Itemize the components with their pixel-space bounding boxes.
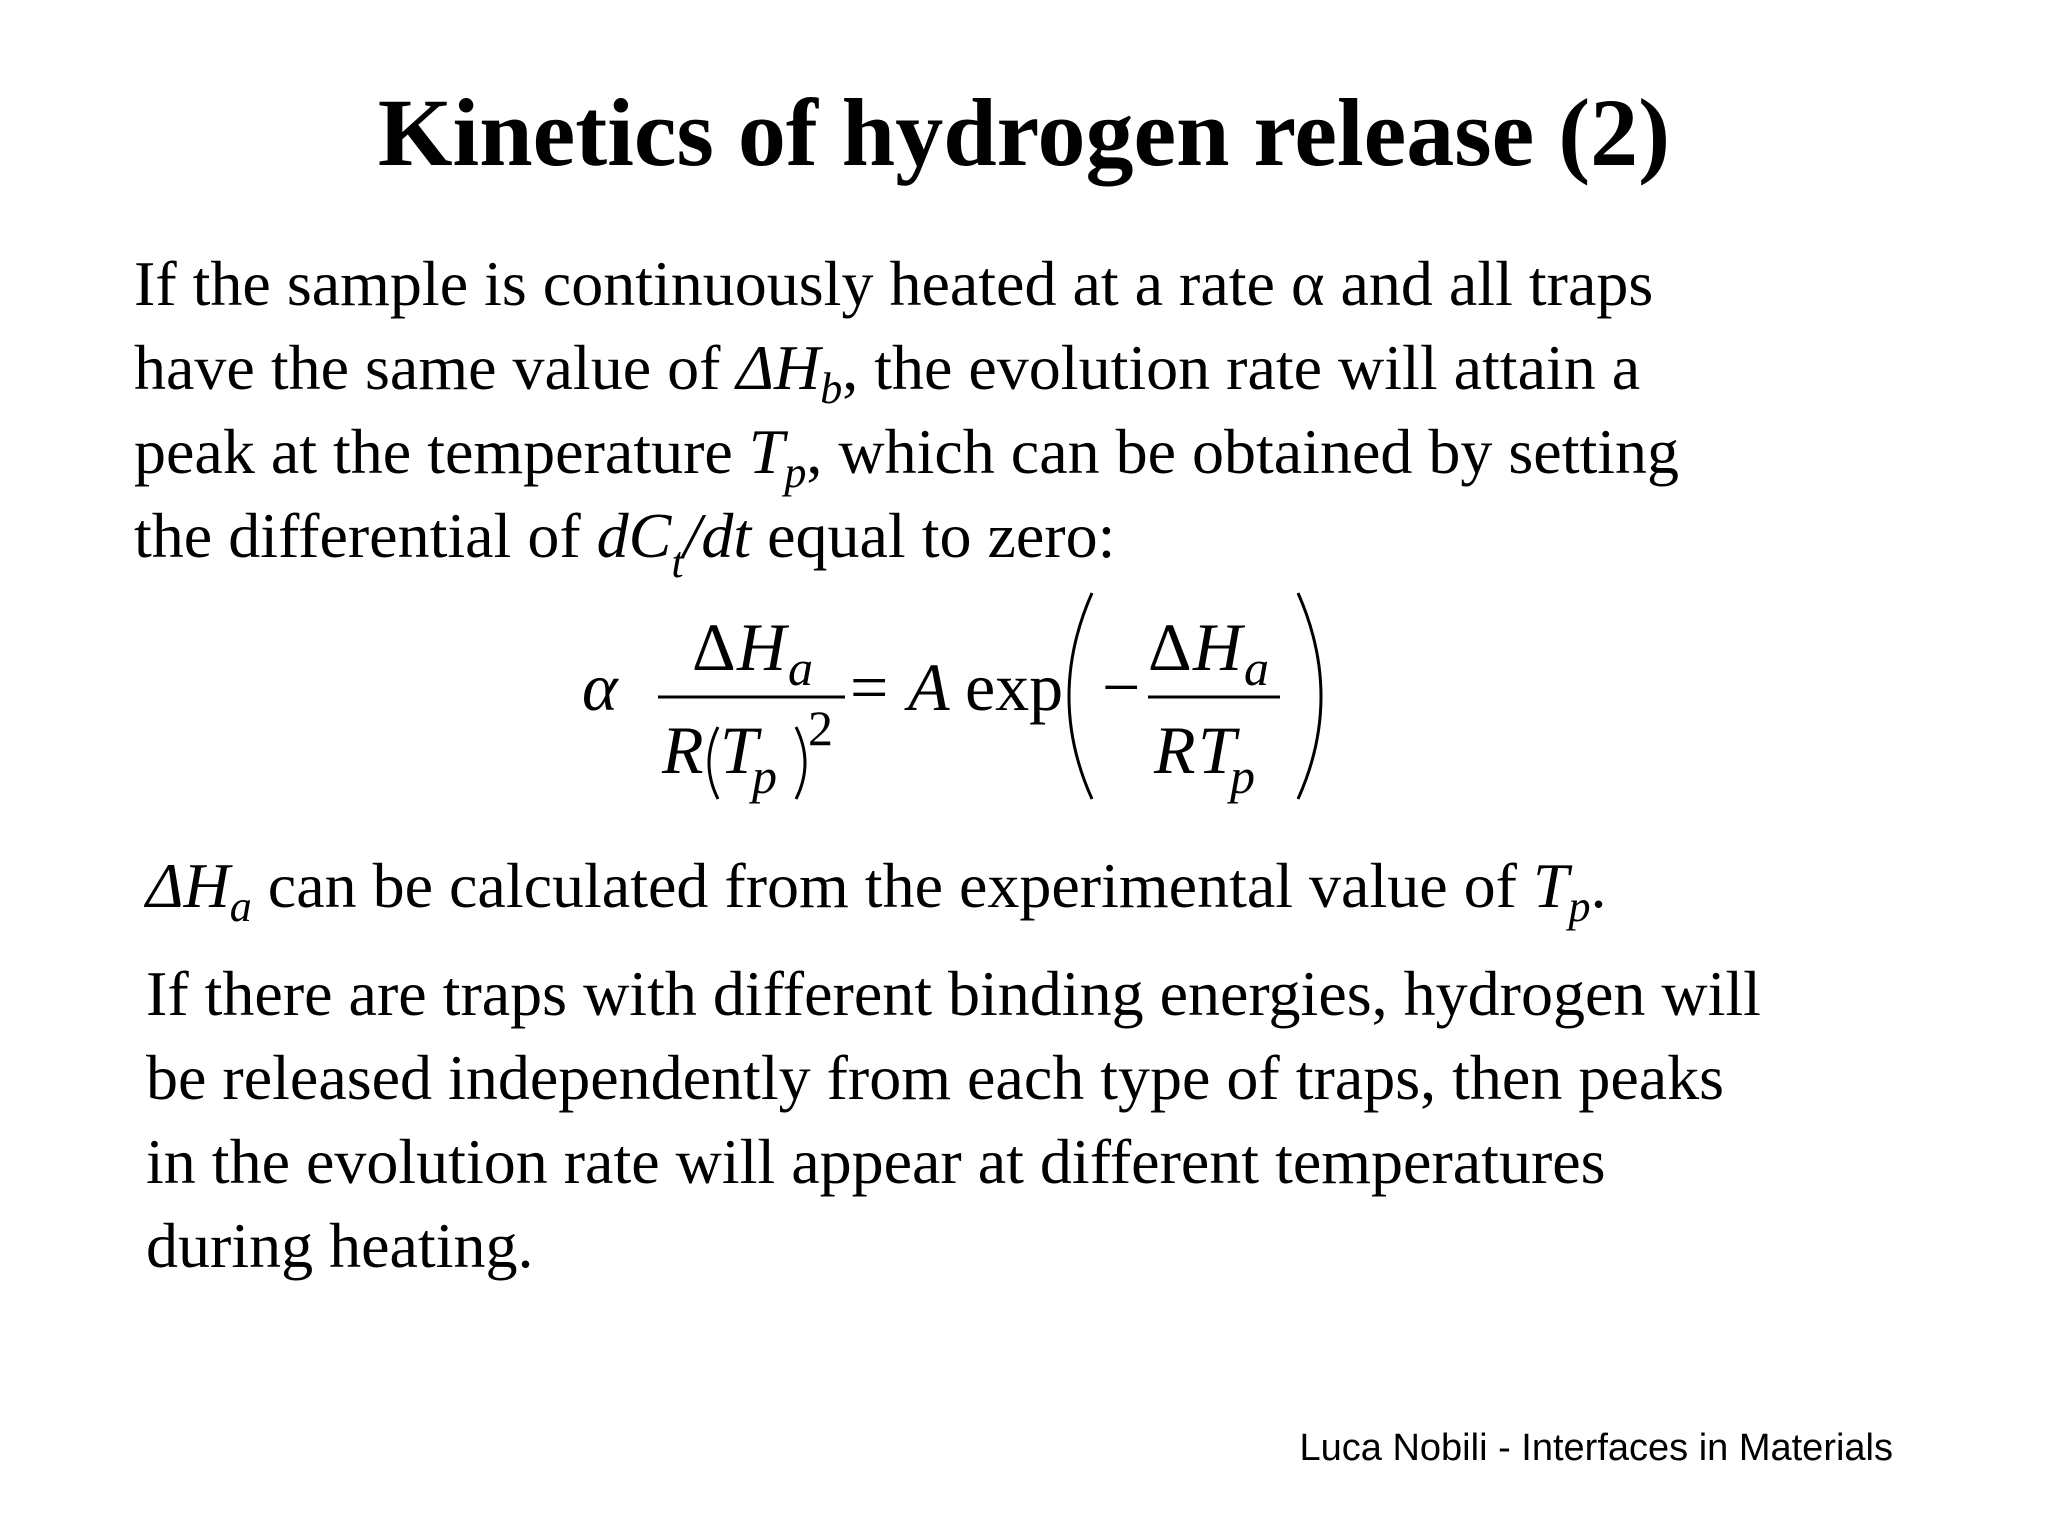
result-line: [146, 844, 1607, 931]
temperature-symbol: T: [1532, 850, 1569, 921]
traps-line: be released independently from each type of traps, then peaks: [146, 1042, 1725, 1113]
eq-sub-a-left: a: [788, 640, 813, 696]
temperature-subscript: p: [1568, 882, 1591, 931]
concentration-subscript: t: [671, 538, 684, 587]
eq-exp: exp: [965, 649, 1064, 725]
eq-sub-a-right: a: [1244, 640, 1269, 696]
intro-text: the differential of: [134, 500, 597, 571]
intro-paragraph: [134, 242, 1680, 587]
eq-minus: −: [1102, 649, 1141, 725]
intro-text: equal to zero:: [751, 500, 1116, 571]
intro-text: peak at the temperature: [134, 416, 749, 487]
slide-footer: Luca Nobili - Interfaces in Materials: [1299, 1427, 1893, 1469]
traps-line: in the evolution rate will appear at different temperatures: [146, 1126, 1606, 1197]
intro-text: , which can be obtained by setting: [806, 416, 1680, 487]
eq-delta-right: Δ: [1148, 609, 1192, 685]
intro-text: If the sample is continuously heated at a rate: [134, 248, 1291, 319]
eq-paren-close-small: [796, 727, 805, 799]
eq-R-right: R: [1154, 712, 1196, 788]
traps-line: during heating.: [146, 1210, 534, 1281]
enthalpy-symbol: ΔH: [146, 850, 230, 921]
time-derivative: /dt: [683, 500, 752, 571]
intro-line-4: [134, 494, 1679, 587]
eq-paren-close-large: [1298, 593, 1321, 799]
eq-A: A: [908, 649, 950, 725]
eq-equals: =: [850, 649, 889, 725]
eq-R-left: R: [662, 712, 704, 788]
result-text: .: [1590, 850, 1607, 921]
intro-text: , the evolution rate will attain a: [842, 332, 1641, 403]
enthalpy-symbol: ΔH: [736, 332, 821, 403]
concentration-symbol: dC: [596, 500, 672, 571]
traps-line: If there are traps with different binding energies, hydrogen will: [146, 958, 1761, 1029]
intro-line-3: [134, 410, 1680, 497]
temperature-symbol: T: [748, 416, 785, 487]
temperature-subscript: p: [784, 448, 807, 497]
intro-text: have the same value of: [134, 332, 737, 403]
eq-exponent-2: 2: [808, 700, 833, 756]
eq-paren-open-large: [1069, 593, 1092, 799]
eq-sub-p-left: p: [752, 748, 777, 804]
eq-H-right: H: [1193, 609, 1243, 685]
eq-paren-open-small: [709, 727, 718, 799]
enthalpy-subscript: a: [229, 882, 252, 931]
result-text: can be calculated from the experimental value of: [251, 850, 1533, 921]
eq-sub-p-right: p: [1230, 748, 1255, 804]
peak-temperature-equation: [580, 585, 1340, 815]
result-paragraph: [146, 844, 1607, 931]
intro-line-1: [134, 242, 1679, 326]
enthalpy-subscript: b: [820, 364, 843, 413]
intro-text: and all traps: [1324, 248, 1654, 319]
intro-line-2: [134, 326, 1679, 413]
eq-H-left: H: [737, 609, 787, 685]
eq-delta-left: Δ: [692, 609, 736, 685]
traps-paragraph: [146, 952, 1761, 1288]
eq-alpha: α: [582, 649, 618, 725]
eq-T-left: T: [720, 712, 758, 788]
slide-title: Kinetics of hydrogen release (2): [377, 79, 1671, 186]
eq-T-right: T: [1198, 712, 1236, 788]
alpha-symbol: α: [1290, 248, 1325, 319]
